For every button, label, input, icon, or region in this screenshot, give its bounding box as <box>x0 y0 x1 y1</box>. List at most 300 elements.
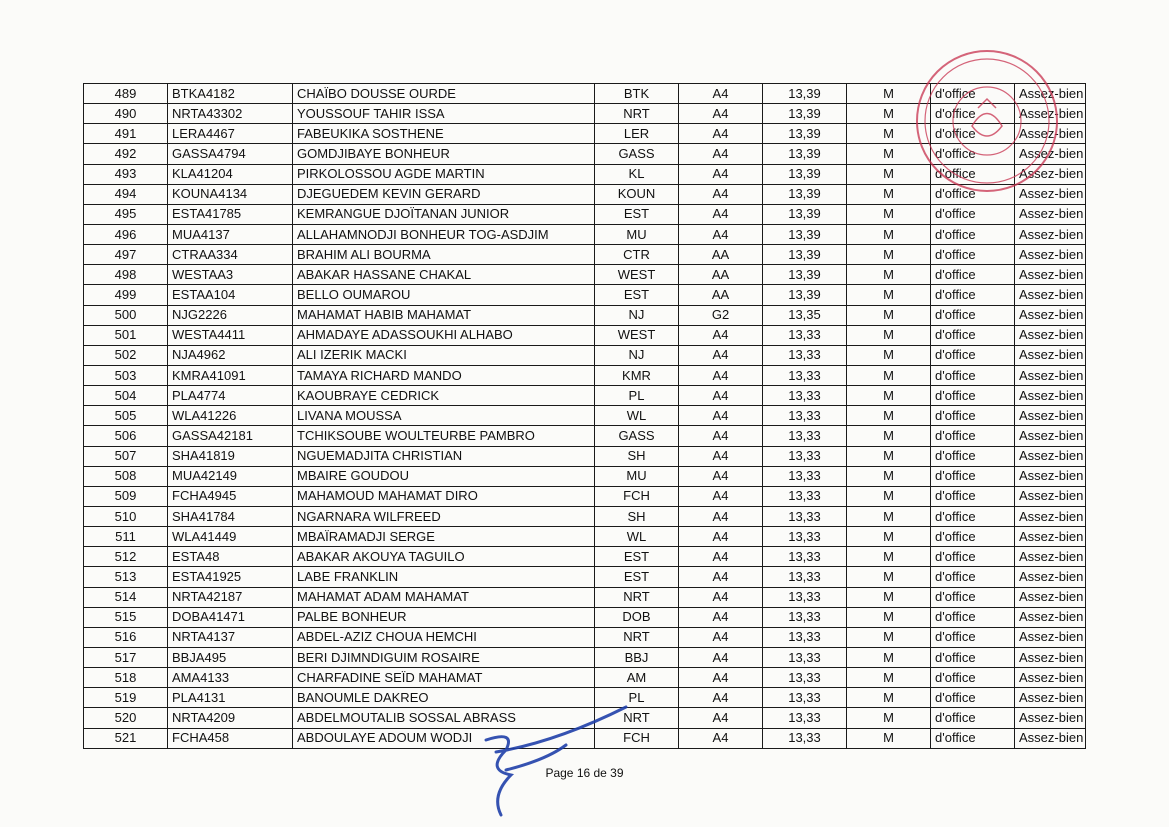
table-row <box>84 527 1086 547</box>
candidate-id-cell: KMRA41091 <box>168 365 293 385</box>
row-number-cell: 494 <box>84 184 168 204</box>
mention-cell: Assez-bien <box>1015 527 1086 547</box>
candidate-name-cell: KAOUBRAYE CEDRICK <box>293 386 595 406</box>
serie-cell: A4 <box>679 144 763 164</box>
candidate-id-cell: ESTA48 <box>168 547 293 567</box>
center-code-cell: EST <box>595 285 679 305</box>
serie-cell: A4 <box>679 365 763 385</box>
sex-cell: M <box>847 265 931 285</box>
mention-cell: Assez-bien <box>1015 446 1086 466</box>
serie-cell: A4 <box>679 567 763 587</box>
average-cell: 13,33 <box>763 647 847 667</box>
candidate-id-cell: PLA4131 <box>168 688 293 708</box>
serie-cell: AA <box>679 265 763 285</box>
decision-cell: d'office <box>931 688 1015 708</box>
average-cell: 13,35 <box>763 305 847 325</box>
serie-cell: A4 <box>679 506 763 526</box>
serie-cell: A4 <box>679 204 763 224</box>
serie-cell: A4 <box>679 647 763 667</box>
page-number: Page 16 de 39 <box>545 766 624 780</box>
candidate-id-cell: NJA4962 <box>168 345 293 365</box>
center-code-cell: NJ <box>595 345 679 365</box>
row-number-cell: 517 <box>84 647 168 667</box>
row-number-cell: 516 <box>84 627 168 647</box>
serie-cell: A4 <box>679 84 763 104</box>
serie-cell: A4 <box>679 224 763 244</box>
decision-cell: d'office <box>931 466 1015 486</box>
candidate-id-cell: NRTA42187 <box>168 587 293 607</box>
sex-cell: M <box>847 527 931 547</box>
row-number-cell: 518 <box>84 668 168 688</box>
decision-cell: d'office <box>931 647 1015 667</box>
center-code-cell: GASS <box>595 426 679 446</box>
candidate-id-cell: ESTA41925 <box>168 567 293 587</box>
candidate-id-cell: KOUNA4134 <box>168 184 293 204</box>
decision-cell: d'office <box>931 365 1015 385</box>
candidate-id-cell: DOBA41471 <box>168 607 293 627</box>
sex-cell: M <box>847 184 931 204</box>
serie-cell: A4 <box>679 688 763 708</box>
decision-cell: d'office <box>931 506 1015 526</box>
center-code-cell: NRT <box>595 104 679 124</box>
candidate-id-cell: NRTA4137 <box>168 627 293 647</box>
sex-cell: M <box>847 446 931 466</box>
table-row <box>84 406 1086 426</box>
row-number-cell: 502 <box>84 345 168 365</box>
row-number-cell: 499 <box>84 285 168 305</box>
decision-cell: d'office <box>931 245 1015 265</box>
mention-cell: Assez-bien <box>1015 647 1086 667</box>
decision-cell: d'office <box>931 285 1015 305</box>
decision-cell: d'office <box>931 224 1015 244</box>
table-row <box>84 567 1086 587</box>
candidate-name-cell: MBAÏRAMADJI SERGE <box>293 527 595 547</box>
candidate-name-cell: DJEGUEDEM KEVIN GERARD <box>293 184 595 204</box>
row-number-cell: 491 <box>84 124 168 144</box>
average-cell: 13,39 <box>763 184 847 204</box>
table-row <box>84 345 1086 365</box>
serie-cell: G2 <box>679 305 763 325</box>
serie-cell: A4 <box>679 386 763 406</box>
mention-cell: Assez-bien <box>1015 104 1086 124</box>
candidate-id-cell: GASSA42181 <box>168 426 293 446</box>
sex-cell: M <box>847 506 931 526</box>
candidate-id-cell: SHA41784 <box>168 506 293 526</box>
sex-cell: M <box>847 144 931 164</box>
center-code-cell: GASS <box>595 144 679 164</box>
decision-cell: d'office <box>931 547 1015 567</box>
mention-cell: Assez-bien <box>1015 486 1086 506</box>
sex-cell: M <box>847 104 931 124</box>
table-row <box>84 627 1086 647</box>
average-cell: 13,39 <box>763 164 847 184</box>
candidate-name-cell: BERI DJIMNDIGUIM ROSAIRE <box>293 647 595 667</box>
decision-cell: d'office <box>931 668 1015 688</box>
average-cell: 13,33 <box>763 486 847 506</box>
serie-cell: A4 <box>679 164 763 184</box>
mention-cell: Assez-bien <box>1015 547 1086 567</box>
center-code-cell: EST <box>595 204 679 224</box>
decision-cell: d'office <box>931 567 1015 587</box>
mention-cell: Assez-bien <box>1015 627 1086 647</box>
table-row <box>84 325 1086 345</box>
average-cell: 13,33 <box>763 728 847 748</box>
average-cell: 13,33 <box>763 426 847 446</box>
mention-cell: Assez-bien <box>1015 426 1086 446</box>
decision-cell: d'office <box>931 204 1015 224</box>
sex-cell: M <box>847 728 931 748</box>
candidate-name-cell: KEMRANGUE DJOÏTANAN JUNIOR <box>293 204 595 224</box>
serie-cell: A4 <box>679 466 763 486</box>
candidate-id-cell: FCHA4945 <box>168 486 293 506</box>
candidate-id-cell: WLA41449 <box>168 527 293 547</box>
average-cell: 13,39 <box>763 285 847 305</box>
table-row <box>84 305 1086 325</box>
average-cell: 13,39 <box>763 245 847 265</box>
signature-icon <box>476 700 636 820</box>
average-cell: 13,33 <box>763 567 847 587</box>
table-row <box>84 426 1086 446</box>
sex-cell: M <box>847 406 931 426</box>
serie-cell: AA <box>679 245 763 265</box>
mention-cell: Assez-bien <box>1015 184 1086 204</box>
center-code-cell: WEST <box>595 265 679 285</box>
center-code-cell: FCH <box>595 486 679 506</box>
decision-cell: d'office <box>931 144 1015 164</box>
serie-cell: A4 <box>679 587 763 607</box>
serie-cell: A4 <box>679 708 763 728</box>
average-cell: 13,39 <box>763 204 847 224</box>
center-code-cell: KL <box>595 164 679 184</box>
candidate-id-cell: KLA41204 <box>168 164 293 184</box>
center-code-cell: SH <box>595 506 679 526</box>
serie-cell: A4 <box>679 124 763 144</box>
candidate-name-cell: MAHAMOUD MAHAMAT DIRO <box>293 486 595 506</box>
serie-cell: AA <box>679 285 763 305</box>
serie-cell: A4 <box>679 426 763 446</box>
center-code-cell: NRT <box>595 587 679 607</box>
table-row <box>84 386 1086 406</box>
candidate-id-cell: GASSA4794 <box>168 144 293 164</box>
mention-cell: Assez-bien <box>1015 164 1086 184</box>
candidate-id-cell: MUA42149 <box>168 466 293 486</box>
candidate-name-cell: BRAHIM ALI BOURMA <box>293 245 595 265</box>
sex-cell: M <box>847 607 931 627</box>
university-seal-icon <box>912 46 1062 196</box>
row-number-cell: 512 <box>84 547 168 567</box>
sex-cell: M <box>847 224 931 244</box>
mention-cell: Assez-bien <box>1015 224 1086 244</box>
row-number-cell: 514 <box>84 587 168 607</box>
candidate-name-cell: YOUSSOUF TAHIR ISSA <box>293 104 595 124</box>
sex-cell: M <box>847 486 931 506</box>
row-number-cell: 501 <box>84 325 168 345</box>
mention-cell: Assez-bien <box>1015 305 1086 325</box>
decision-cell: d'office <box>931 124 1015 144</box>
candidate-name-cell: AHMADAYE ADASSOUKHI ALHABO <box>293 325 595 345</box>
center-code-cell: MU <box>595 224 679 244</box>
candidate-id-cell: LERA4467 <box>168 124 293 144</box>
average-cell: 13,33 <box>763 365 847 385</box>
table-row <box>84 466 1086 486</box>
center-code-cell: KOUN <box>595 184 679 204</box>
decision-cell: d'office <box>931 305 1015 325</box>
decision-cell: d'office <box>931 265 1015 285</box>
decision-cell: d'office <box>931 386 1015 406</box>
mention-cell: Assez-bien <box>1015 84 1086 104</box>
center-code-cell: SH <box>595 446 679 466</box>
table-row <box>84 224 1086 244</box>
center-code-cell: WEST <box>595 325 679 345</box>
table-row <box>84 647 1086 667</box>
candidate-name-cell: CHAÏBO DOUSSE OURDE <box>293 84 595 104</box>
decision-cell: d'office <box>931 406 1015 426</box>
row-number-cell: 513 <box>84 567 168 587</box>
candidate-name-cell: ALLAHAMNODJI BONHEUR TOG-ASDJIM <box>293 224 595 244</box>
sex-cell: M <box>847 647 931 667</box>
row-number-cell: 503 <box>84 365 168 385</box>
sex-cell: M <box>847 668 931 688</box>
average-cell: 13,39 <box>763 265 847 285</box>
center-code-cell: BBJ <box>595 647 679 667</box>
mention-cell: Assez-bien <box>1015 365 1086 385</box>
row-number-cell: 520 <box>84 708 168 728</box>
candidate-name-cell: ALI IZERIK MACKI <box>293 345 595 365</box>
serie-cell: A4 <box>679 527 763 547</box>
sex-cell: M <box>847 587 931 607</box>
candidate-id-cell: FCHA458 <box>168 728 293 748</box>
sex-cell: M <box>847 245 931 265</box>
row-number-cell: 493 <box>84 164 168 184</box>
candidate-name-cell: PIRKOLOSSOU AGDE MARTIN <box>293 164 595 184</box>
average-cell: 13,33 <box>763 627 847 647</box>
center-code-cell: FCH <box>595 728 679 748</box>
candidate-id-cell: SHA41819 <box>168 446 293 466</box>
average-cell: 13,33 <box>763 587 847 607</box>
average-cell: 13,39 <box>763 104 847 124</box>
serie-cell: A4 <box>679 345 763 365</box>
average-cell: 13,39 <box>763 144 847 164</box>
candidate-id-cell: CTRAA334 <box>168 245 293 265</box>
average-cell: 13,33 <box>763 446 847 466</box>
row-number-cell: 497 <box>84 245 168 265</box>
table-row <box>84 285 1086 305</box>
candidate-id-cell: NRTA43302 <box>168 104 293 124</box>
candidate-id-cell: BBJA495 <box>168 647 293 667</box>
table-row <box>84 506 1086 526</box>
center-code-cell: PL <box>595 688 679 708</box>
row-number-cell: 506 <box>84 426 168 446</box>
candidate-name-cell: LABE FRANKLIN <box>293 567 595 587</box>
row-number-cell: 511 <box>84 527 168 547</box>
decision-cell: d'office <box>931 627 1015 647</box>
center-code-cell: WL <box>595 527 679 547</box>
decision-cell: d'office <box>931 708 1015 728</box>
average-cell: 13,33 <box>763 668 847 688</box>
candidate-name-cell: BANOUMLE DAKREO <box>293 688 595 708</box>
table-row <box>84 365 1086 385</box>
center-code-cell: NRT <box>595 627 679 647</box>
candidate-name-cell: ABDELMOUTALIB SOSSAL ABRASS <box>293 708 595 728</box>
row-number-cell: 509 <box>84 486 168 506</box>
candidate-name-cell: MAHAMAT ADAM MAHAMAT <box>293 587 595 607</box>
serie-cell: A4 <box>679 104 763 124</box>
sex-cell: M <box>847 567 931 587</box>
mention-cell: Assez-bien <box>1015 406 1086 426</box>
center-code-cell: AM <box>595 668 679 688</box>
center-code-cell: PL <box>595 386 679 406</box>
sex-cell: M <box>847 386 931 406</box>
average-cell: 13,33 <box>763 607 847 627</box>
candidate-name-cell: PALBE BONHEUR <box>293 607 595 627</box>
row-number-cell: 490 <box>84 104 168 124</box>
center-code-cell: NJ <box>595 305 679 325</box>
mention-cell: Assez-bien <box>1015 607 1086 627</box>
candidate-name-cell: ABDEL-AZIZ CHOUA HEMCHI <box>293 627 595 647</box>
mention-cell: Assez-bien <box>1015 345 1086 365</box>
row-number-cell: 521 <box>84 728 168 748</box>
row-number-cell: 504 <box>84 386 168 406</box>
candidate-name-cell: FABEUKIKA SOSTHENE <box>293 124 595 144</box>
row-number-cell: 508 <box>84 466 168 486</box>
decision-cell: d'office <box>931 426 1015 446</box>
row-number-cell: 519 <box>84 688 168 708</box>
mention-cell: Assez-bien <box>1015 567 1086 587</box>
sex-cell: M <box>847 345 931 365</box>
row-number-cell: 498 <box>84 265 168 285</box>
sex-cell: M <box>847 285 931 305</box>
decision-cell: d'office <box>931 527 1015 547</box>
serie-cell: A4 <box>679 406 763 426</box>
average-cell: 13,33 <box>763 708 847 728</box>
center-code-cell: NRT <box>595 708 679 728</box>
sex-cell: M <box>847 688 931 708</box>
mention-cell: Assez-bien <box>1015 668 1086 688</box>
candidate-name-cell: ABDOULAYE ADOUM WODJI <box>293 728 595 748</box>
mention-cell: Assez-bien <box>1015 587 1086 607</box>
sex-cell: M <box>847 627 931 647</box>
candidate-name-cell: TCHIKSOUBE WOULTEURBE PAMBRO <box>293 426 595 446</box>
candidate-id-cell: BTKA4182 <box>168 84 293 104</box>
average-cell: 13,33 <box>763 466 847 486</box>
decision-cell: d'office <box>931 607 1015 627</box>
center-code-cell: EST <box>595 567 679 587</box>
table-row <box>84 204 1086 224</box>
average-cell: 13,39 <box>763 84 847 104</box>
table-row <box>84 486 1086 506</box>
table-row <box>84 265 1086 285</box>
candidate-name-cell: TAMAYA RICHARD MANDO <box>293 365 595 385</box>
table-row <box>84 547 1086 567</box>
average-cell: 13,33 <box>763 325 847 345</box>
sex-cell: M <box>847 708 931 728</box>
mention-cell: Assez-bien <box>1015 204 1086 224</box>
mention-cell: Assez-bien <box>1015 386 1086 406</box>
average-cell: 13,39 <box>763 224 847 244</box>
mention-cell: Assez-bien <box>1015 506 1086 526</box>
mention-cell: Assez-bien <box>1015 245 1086 265</box>
decision-cell: d'office <box>931 325 1015 345</box>
serie-cell: A4 <box>679 446 763 466</box>
sex-cell: M <box>847 547 931 567</box>
average-cell: 13,39 <box>763 124 847 144</box>
decision-cell: d'office <box>931 587 1015 607</box>
candidate-id-cell: MUA4137 <box>168 224 293 244</box>
table-row <box>84 446 1086 466</box>
sex-cell: M <box>847 305 931 325</box>
candidate-name-cell: GOMDJIBAYE BONHEUR <box>293 144 595 164</box>
candidate-name-cell: MBAIRE GOUDOU <box>293 466 595 486</box>
serie-cell: A4 <box>679 486 763 506</box>
decision-cell: d'office <box>931 345 1015 365</box>
average-cell: 13,33 <box>763 527 847 547</box>
center-code-cell: DOB <box>595 607 679 627</box>
table-row <box>84 668 1086 688</box>
center-code-cell: CTR <box>595 245 679 265</box>
candidate-id-cell: ESTA41785 <box>168 204 293 224</box>
candidate-name-cell: LIVANA MOUSSA <box>293 406 595 426</box>
table-row <box>84 607 1086 627</box>
average-cell: 13,33 <box>763 688 847 708</box>
mention-cell: Assez-bien <box>1015 144 1086 164</box>
row-number-cell: 492 <box>84 144 168 164</box>
mention-cell: Assez-bien <box>1015 728 1086 748</box>
candidate-name-cell: CHARFADINE SEÏD MAHAMAT <box>293 668 595 688</box>
sex-cell: M <box>847 365 931 385</box>
average-cell: 13,33 <box>763 345 847 365</box>
row-number-cell: 495 <box>84 204 168 224</box>
sex-cell: M <box>847 164 931 184</box>
serie-cell: A4 <box>679 184 763 204</box>
table-row <box>84 245 1086 265</box>
candidate-name-cell: ABAKAR HASSANE CHAKAL <box>293 265 595 285</box>
serie-cell: A4 <box>679 607 763 627</box>
candidate-id-cell: NJG2226 <box>168 305 293 325</box>
sex-cell: M <box>847 124 931 144</box>
serie-cell: A4 <box>679 627 763 647</box>
sex-cell: M <box>847 84 931 104</box>
decision-cell: d'office <box>931 84 1015 104</box>
row-number-cell: 489 <box>84 84 168 104</box>
sex-cell: M <box>847 426 931 446</box>
center-code-cell: BTK <box>595 84 679 104</box>
center-code-cell: EST <box>595 547 679 567</box>
decision-cell: d'office <box>931 446 1015 466</box>
serie-cell: A4 <box>679 668 763 688</box>
sex-cell: M <box>847 204 931 224</box>
sex-cell: M <box>847 466 931 486</box>
candidate-id-cell: AMA4133 <box>168 668 293 688</box>
candidate-name-cell: ABAKAR AKOUYA TAGUILO <box>293 547 595 567</box>
row-number-cell: 507 <box>84 446 168 466</box>
serie-cell: A4 <box>679 728 763 748</box>
candidate-id-cell: ESTAA104 <box>168 285 293 305</box>
mention-cell: Assez-bien <box>1015 466 1086 486</box>
candidate-name-cell: NGUEMADJITA CHRISTIAN <box>293 446 595 466</box>
average-cell: 13,33 <box>763 506 847 526</box>
serie-cell: A4 <box>679 547 763 567</box>
center-code-cell: LER <box>595 124 679 144</box>
candidate-name-cell: NGARNARA WILFREED <box>293 506 595 526</box>
average-cell: 13,33 <box>763 386 847 406</box>
average-cell: 13,33 <box>763 406 847 426</box>
mention-cell: Assez-bien <box>1015 265 1086 285</box>
decision-cell: d'office <box>931 164 1015 184</box>
row-number-cell: 500 <box>84 305 168 325</box>
mention-cell: Assez-bien <box>1015 708 1086 728</box>
mention-cell: Assez-bien <box>1015 285 1086 305</box>
table-row <box>84 587 1086 607</box>
